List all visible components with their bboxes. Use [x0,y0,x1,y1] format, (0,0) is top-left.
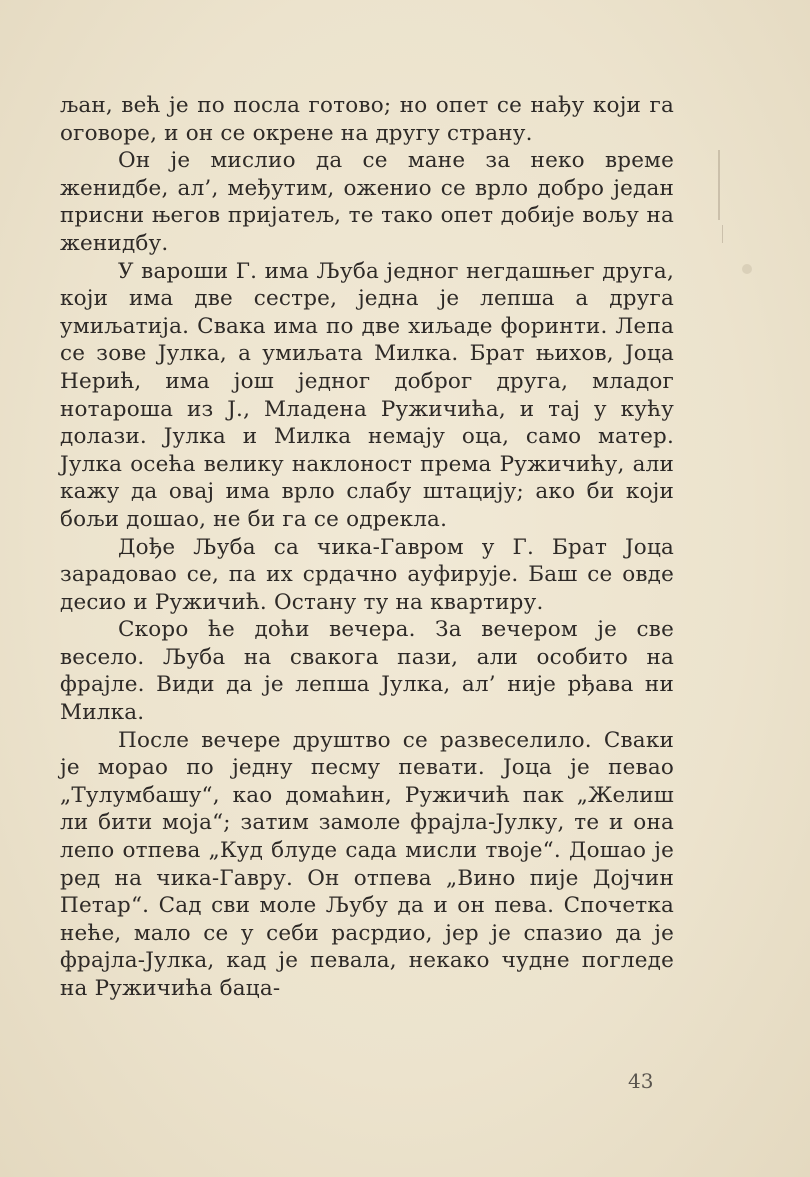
paragraph: љан, већ је по посла готово; но опет се нађу који га оговоре, и он се окрене на другу страну. [60,93,674,146]
paragraph: Он је мислио да се мане за неко време женидбе, ал’, међутим, оженио се врло добро један присни његов пријатељ, те тако опет добије вољу на женидбу. [60,148,674,256]
paragraph: После вечере друштво се развеселило. Сваки је морао по једну песму певати. Јоца је певао „Тулумбашу“, као домаћин, Ружичић пак „Желиш ли бити моја“; затим замоле фрајла-Јулку, те и она лепо отпева „Куд блуде сада мисли твоје“. Дошао је ред на чика-Гавру. Он отпева „Вино пије Дојчин Петар“. Сад сви моле Љубу да и он пева. Спочетка неће, мало се у себи расрдио, јер је спазио да је фрајла-Јулка, кад је певала, некако чудне погледе на Ружичића баца- [60,727,674,1001]
paragraph: У вароши Г. има Љуба једног негдашњег друга, који има две сестре, једна је лепша а друга умиљатија. Свака има по две хиљаде форинти. Лепа се зове Јулка, а умиљата Милка. Брат њихов, Јоца Нерић, има још једног доброг друга, младог нотароша из Ј., Младена Ружичића, и тај у кућу долази. Јулка и Милка немају оца, само матер. Јулка осећа велику наклоност према Ружичићу, али кажу да овај има врло слабу штацију; ако би који бољи дошао, не би га се одрекла. [60,258,674,532]
margin-mark [718,150,720,220]
paragraph: Скоро ће доћи вечера. За вечером је све весело. Љуба на свакога пази, али особито на фрајле. Види да је лепша Јулка, ал’ није рђава ни Милка. [60,617,674,726]
paragraph: Дође Љуба са чика-Гавром у Г. Брат Јоца зарадовао се, па их срдачно ауфирује. Баш се овде десио и Ружичић. Остану ту на квартиру. [60,534,674,615]
page-text [60,92,674,1003]
paper-blot [742,264,752,274]
margin-mark [722,225,723,243]
page-number: 43 [628,1069,654,1093]
